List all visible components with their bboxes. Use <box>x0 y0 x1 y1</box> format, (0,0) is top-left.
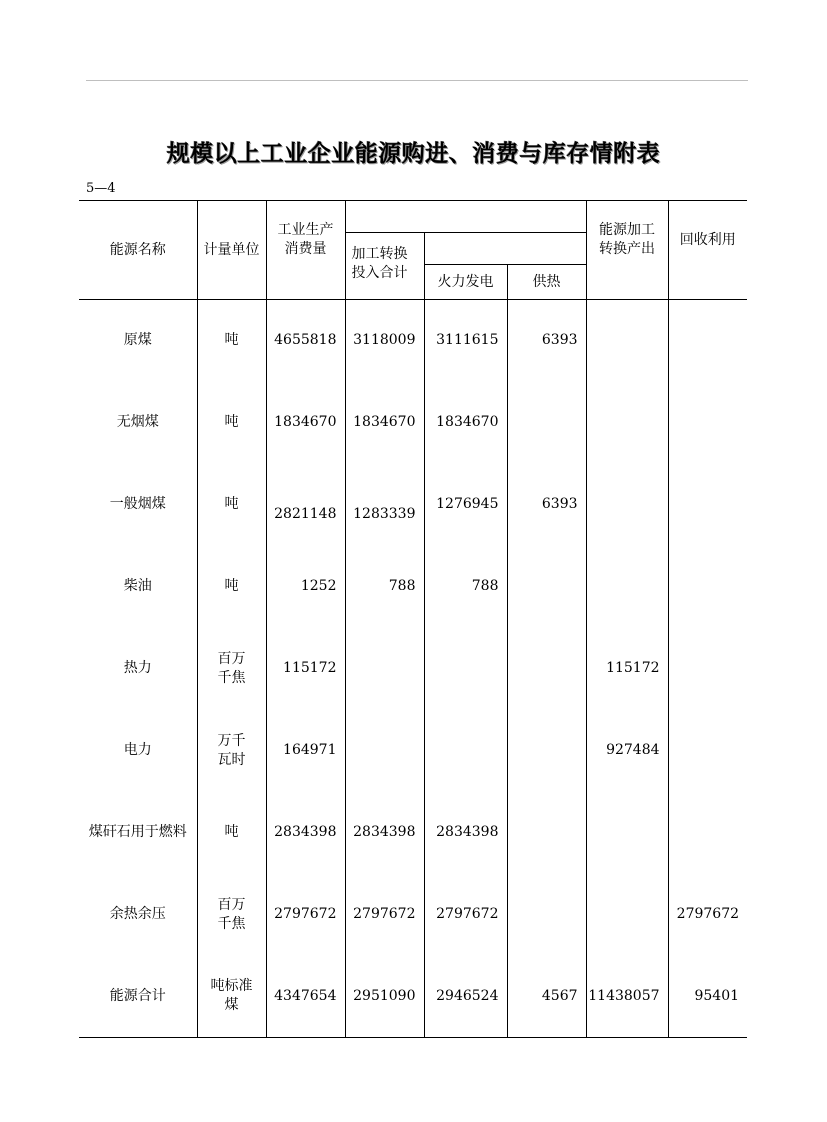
page-title: 规模以上工业企业能源购进、消费与库存情附表 <box>166 140 661 167</box>
cell-name: 柴油 <box>79 546 197 628</box>
cell-output <box>586 300 668 382</box>
cell-consumption: 2821148 <box>266 464 345 546</box>
cell-heating <box>507 874 586 956</box>
header-row-1 <box>79 201 747 233</box>
cell-thermal: 2797672 <box>424 874 507 956</box>
cell-recycle <box>668 628 747 710</box>
cell-unit: 吨 <box>197 382 266 464</box>
table-row <box>79 710 747 792</box>
header-thermal: 火力发电 <box>424 265 507 300</box>
header-unit: 计量单位 <box>197 201 266 300</box>
cell-name: 余热余压 <box>79 874 197 956</box>
cell-recycle <box>668 464 747 546</box>
cell-output <box>586 874 668 956</box>
cell-input: 1283339 <box>345 464 424 546</box>
cell-heating <box>507 382 586 464</box>
cell-thermal: 788 <box>424 546 507 628</box>
cell-unit: 百万千焦 <box>197 874 266 956</box>
cell-consumption: 2797672 <box>266 874 345 956</box>
cell-unit: 吨标准煤 <box>197 956 266 1038</box>
cell-consumption: 164971 <box>266 710 345 792</box>
cell-heating <box>507 792 586 874</box>
cell-heating: 6393 <box>507 300 586 382</box>
cell-consumption: 1834670 <box>266 382 345 464</box>
cell-thermal: 2834398 <box>424 792 507 874</box>
table-row <box>79 464 747 546</box>
cell-unit: 万千瓦时 <box>197 710 266 792</box>
cell-unit: 吨 <box>197 300 266 382</box>
cell-name: 能源合计 <box>79 956 197 1038</box>
header-name: 能源名称 <box>79 201 197 300</box>
cell-thermal: 1276945 <box>424 464 507 546</box>
header-heating: 供热 <box>507 265 586 300</box>
cell-unit: 吨 <box>197 792 266 874</box>
header-conversion-input: 加工转换投入合计 <box>345 233 424 300</box>
cell-input: 3118009 <box>345 300 424 382</box>
header-blank <box>345 201 586 233</box>
cell-unit: 吨 <box>197 464 266 546</box>
cell-unit: 吨 <box>197 546 266 628</box>
cell-input <box>345 628 424 710</box>
cell-unit: 百万千焦 <box>197 628 266 710</box>
header-recycling: 回收利用 <box>668 201 747 300</box>
cell-thermal: 3111615 <box>424 300 507 382</box>
cell-consumption: 1252 <box>266 546 345 628</box>
cell-thermal <box>424 710 507 792</box>
cell-heating: 6393 <box>507 464 586 546</box>
cell-output: 927484 <box>586 710 668 792</box>
energy-table <box>79 200 747 1038</box>
cell-recycle <box>668 546 747 628</box>
cell-output <box>586 464 668 546</box>
cell-output: 11438057 <box>586 956 668 1038</box>
cell-output <box>586 546 668 628</box>
cell-output <box>586 382 668 464</box>
cell-name: 煤矸石用于燃料 <box>79 792 197 874</box>
header-consumption: 工业生产消费量 <box>266 201 345 300</box>
cell-recycle <box>668 710 747 792</box>
cell-thermal <box>424 628 507 710</box>
cell-name: 无烟煤 <box>79 382 197 464</box>
cell-recycle <box>668 300 747 382</box>
cell-heating <box>507 710 586 792</box>
cell-output <box>586 792 668 874</box>
cell-consumption: 115172 <box>266 628 345 710</box>
table-row <box>79 546 747 628</box>
cell-heating <box>507 628 586 710</box>
cell-recycle <box>668 792 747 874</box>
cell-heating: 4567 <box>507 956 586 1038</box>
cell-thermal: 2946524 <box>424 956 507 1038</box>
cell-consumption: 4347654 <box>266 956 345 1038</box>
cell-input <box>345 710 424 792</box>
cell-name: 原煤 <box>79 300 197 382</box>
header-blank-2 <box>424 233 586 265</box>
cell-input: 788 <box>345 546 424 628</box>
cell-input: 2834398 <box>345 792 424 874</box>
cell-heating <box>507 546 586 628</box>
cell-name: 一般烟煤 <box>79 464 197 546</box>
cell-name: 电力 <box>79 710 197 792</box>
table-row <box>79 628 747 710</box>
top-rule <box>86 80 748 81</box>
cell-input: 1834670 <box>345 382 424 464</box>
cell-recycle <box>668 382 747 464</box>
cell-output: 115172 <box>586 628 668 710</box>
cell-name: 热力 <box>79 628 197 710</box>
cell-consumption: 4655818 <box>266 300 345 382</box>
cell-recycle: 2797672 <box>676 906 740 922</box>
table-row <box>79 300 747 382</box>
cell-recycle: 95401 <box>668 956 747 1038</box>
header-conversion-output: 能源加工转换产出 <box>586 201 668 300</box>
cell-input: 2951090 <box>345 956 424 1038</box>
cell-input: 2797672 <box>345 874 424 956</box>
cell-consumption: 2834398 <box>266 792 345 874</box>
table-row <box>79 382 747 464</box>
table-row <box>79 956 747 1038</box>
table-row <box>79 874 747 956</box>
cell-thermal: 1834670 <box>424 382 507 464</box>
table-number: 5—4 <box>86 181 116 196</box>
table-row <box>79 792 747 874</box>
